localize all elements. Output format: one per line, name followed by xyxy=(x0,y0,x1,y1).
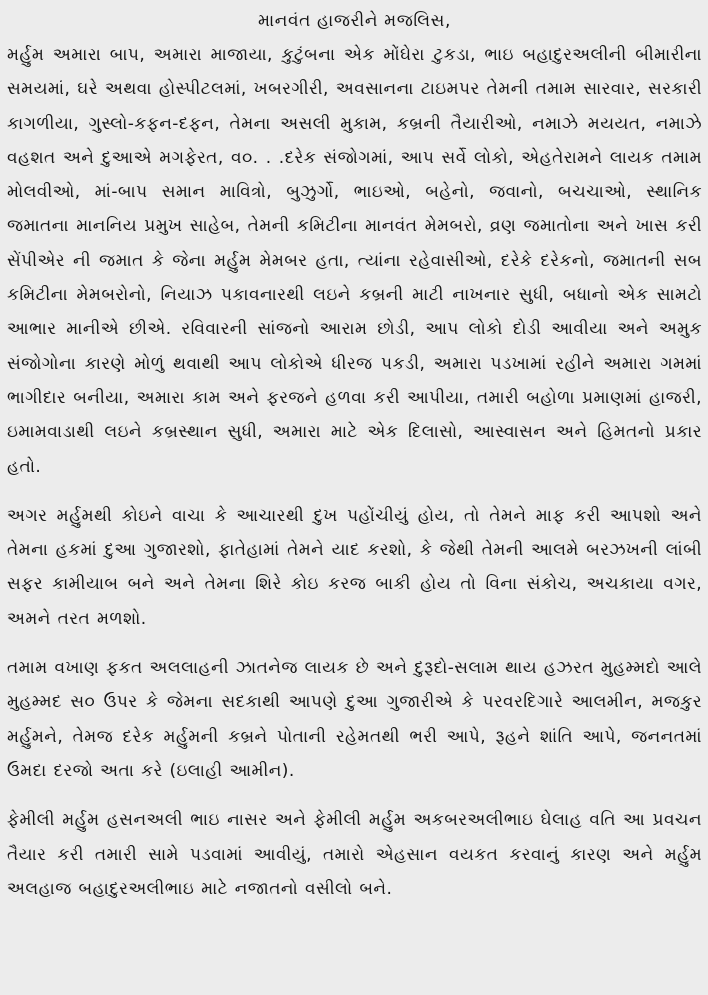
document-heading: માનવંત હાજરીને મજલિસ, xyxy=(257,11,452,31)
paragraph-prayer: તમામ વખાણ ફકત અલલાહની ઝાતનેજ લાયક છે અને દુરૂદો-સલામ થાય હઝરત મુહમ્મદો આલે મુહમ્મદ સ૦ ઉપર કે જેમના સદકાથી આપણે દુઆ ગુજારીએ કે પરવરદિગારે આલમીન, મજકુર મર્હુમને, તેમજ દરેક મર્હુમની કબ્રને પોતાની રહેમતથી ભરી આપે, રૂહને શાંતિ આપે, જનનતમાં ઉમદા દરજો અતા કરે (ઇલાહી આમીન). xyxy=(7,658,702,781)
paragraph-forgiveness-request: અગર મર્હુમથી કોઇને વાચા કે આચારથી દુખ પહોંચીયું હોય, તો તેમને માફ કરી આપશો અને તેમના હકમાં દુઆ ગુજારશો, ફાતેહામાં તેમને યાદ કરશો, કે જેથી તેમની આલમે બરઝખની લાંબી સફર કામીયાબ બને અને તેમના શિરે કોઇ કરજ બાકી હોય તો વિના સંકોચ, અચકાયા વગર, અમને તરત મળશો. xyxy=(7,505,702,629)
paragraph-families-note: ફેમીલી મર્હુમ હસનઅલી ભાઇ નાસર અને ફેમીલી મર્હુમ અકબરઅલીભાઇ ઘેલાહ વતિ આ પ્રવચન તૈયાર કરી તમારી સામે પડવામાં આવીયું, તમારો એહસાન વયકત કરવાનું કારણ અને મર્હુમ અલહાજ બહાદુરઅલીભાઇ માટે નજાતનો વસીલો બને. xyxy=(7,810,702,899)
paragraph-acknowledgement: મર્હુમ અમારા બાપ, અમારા માજાયા, કુટુંબના એક મોંઘેરા ટુકડા, ભાઇ બહાદુરઅલીની બીમારીના સમયમાં, ઘરે અથવા હોસ્પીટલમાં, ખબરગીરી, અવસાનના ટાઇમપર તેમની તમામ સારવાર, સરકારી કાગળીયા, ગુસ્લો-કફન-દફન, તેમના અસલી મુકામ, કબ્રની તૈયારીઓ, નમાઝે મયયત, નમાઝે વહશત અને દુઆએ મગફેરત, વ૦. . .દરેક સંજોગમાં, આપ સર્વે લોકો, એહતેરામને લાયક તમામ મોલવીઓ, માં-બાપ સમાન માવિત્રો, બુઝુર્ગો, ભાઇઓ, બહેનો, જવાનો, બચચાઓ, સ્થાનિક જમાતના માનનિય પ્રમુખ સાહેબ, તેમની કમિટીના માનવંત મેમબરો, વ્રણ જમાતોના અને ખાસ કરી સેંપીએર ની જમાત કે જેના મર્હુમ મેમબર હતા, ત્યાંના રહેવાસીઓ, દરેકે દરેકનો, જમાતની સબ કમિટીના મેમબરોનો, નિયાઝ પકાવનારથી લઇને કબ્રની માટી નાખનાર સુધી, બધાનો એક સામટો આભાર માનીએ છીએ. રવિવારની સાંજનો આરામ છોડી, આપ લોકો દોડી આવીયા અને અમુક સંજોગોના કારણે મોળું થવાથી આપ લોકોએ ધીરજ પકડી, અમારા પડખામાં રહીને અમારા ગમમાં ભાગીદાર બનીયા, અમારા કામ અને ફરજને હળવા કરી આપીયા, તમારી બહોળા પ્રમાણમાં હાજરી, ઇમામવાડાથી લઇને કબ્રસ્થાન સુધી, અમારા માટે એક દિલાસો, આસ્વાસન અને હિમતનો પ્રકાર હતો. xyxy=(7,45,702,477)
